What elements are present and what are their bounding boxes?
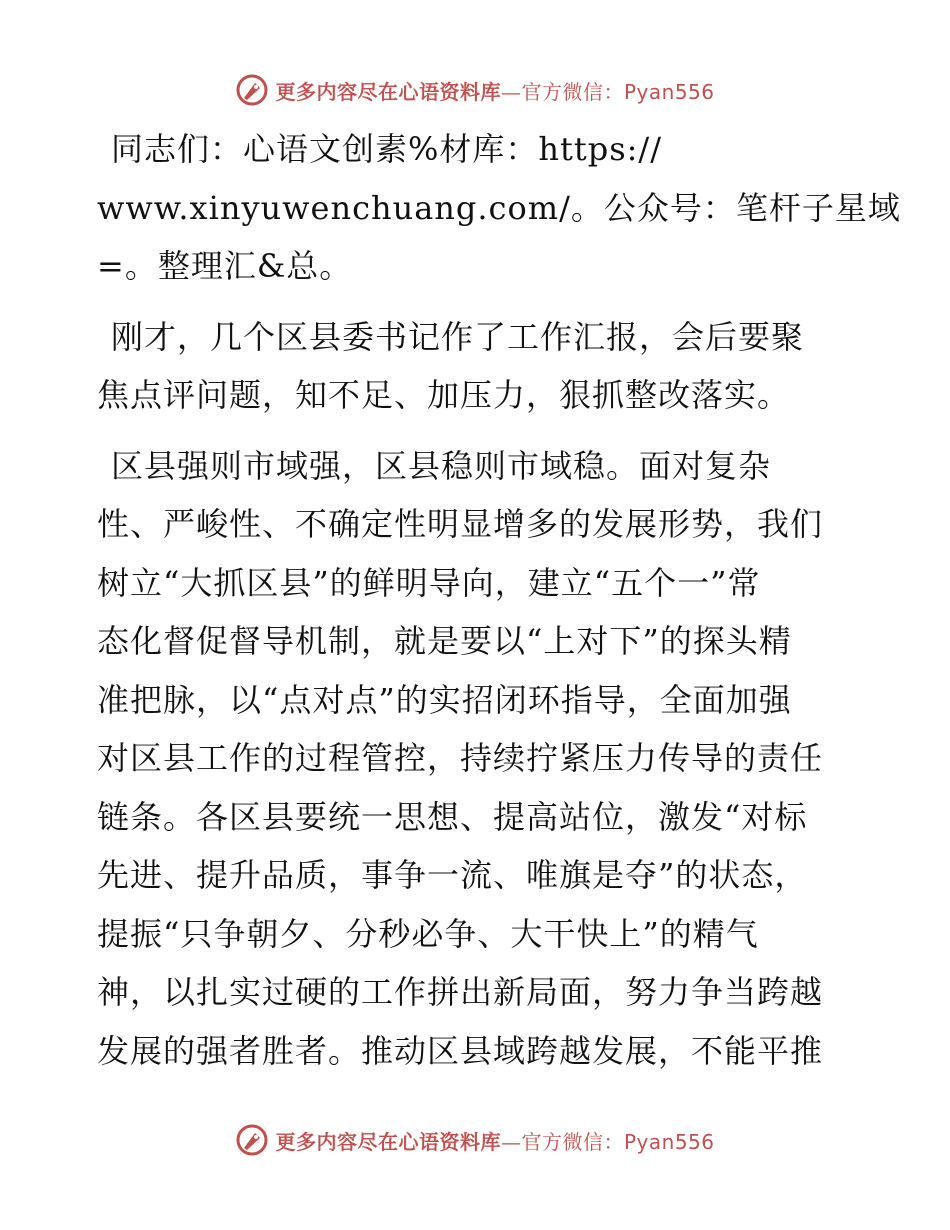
text-line: 准把脉，以“点对点”的实招闭环指导，全面加强	[97, 680, 792, 719]
paragraph-main	[97, 437, 857, 1081]
text-line: 发展的强者胜者。推动区县域跨越发展，不能平推	[97, 1031, 824, 1070]
text-line: 性、严峻性、不确定性明显增多的发展形势，我们	[97, 505, 824, 543]
text-line: 区县强则市域强，区县稳则市域稳。面对复杂	[111, 446, 772, 485]
document-body	[97, 120, 901, 1080]
paragraph-reports	[97, 308, 857, 425]
text-line: 对区县工作的过程管控，持续拧紧压力传导的责任	[97, 739, 824, 777]
text-line: 先进、提升品质，事争一流、唯旗是夺”的状态，	[97, 856, 808, 894]
watermark-text: 更多内容尽在心语资料库—官方微信：Pyan556	[275, 79, 715, 104]
paragraph-intro	[97, 120, 901, 296]
footer-watermark	[0, 1120, 950, 1160]
text-line: 刚才，几个区县委书记作了工作汇报，会后要聚	[111, 317, 805, 356]
text-line: 态化督促督导机制，就是要以“上对下”的探头精	[97, 622, 792, 660]
text-line: 树立“大抓区县”的鲜明导向，建立“五个一”常	[97, 563, 761, 602]
pen-nib-logo-icon	[235, 1123, 269, 1157]
text-line: 同志们：心语文创素%材库：https://	[111, 130, 662, 168]
text-line: 焦点评问题，知不足、加压力，狠抓整改落实。	[97, 376, 791, 414]
watermark-text: 更多内容尽在心语资料库—官方微信：Pyan556	[275, 1129, 715, 1154]
text-line: www.xinyuwenchuang.com/。公众号：笔杆子星域	[97, 188, 901, 227]
text-line: 链条。各区县要统一思想、提高站位，激发“对标	[97, 797, 808, 836]
text-line: =。整理汇&总。	[97, 247, 353, 285]
text-line: 提振“只争朝夕、分秒必争、大干快上”的精气	[97, 914, 759, 953]
pen-nib-logo-icon	[235, 73, 269, 107]
header-watermark	[0, 70, 950, 110]
text-line: 神，以扎实过硬的工作拼出新局面，努力争当跨越	[97, 973, 824, 1011]
